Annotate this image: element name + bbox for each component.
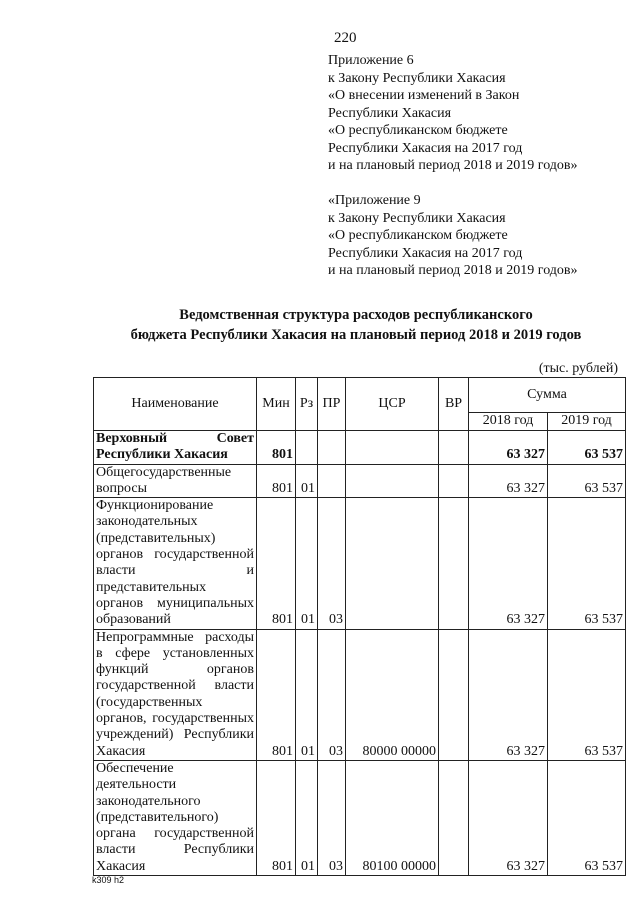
row-csr: 80000 00000 (346, 629, 439, 760)
row-vr (439, 760, 469, 875)
appendix-9-heading (328, 192, 578, 280)
row-sum-2019: 63 537 (548, 629, 626, 760)
row-min: 801 (257, 760, 296, 875)
appendix-6-heading (328, 52, 578, 175)
row-pr: 03 (318, 629, 346, 760)
appendix-line: и на плановый период 2018 и 2019 годов» (328, 263, 578, 278)
row-pr (318, 464, 346, 498)
row-name: Непрограммные расходы в сфере установленных функций органов государственной власти (государственных органов, государственных учреждений) Республики Хакасия (94, 629, 257, 760)
table-row (94, 760, 626, 875)
row-sum-2018: 63 327 (469, 464, 548, 498)
table-row (94, 464, 626, 498)
appendix-line: Республики Хакасия на 2017 год (328, 140, 523, 156)
column-header-pr: ПР (318, 378, 346, 431)
appendix-line: «О республиканском бюджете (328, 228, 508, 243)
appendix-line: «О внесении изменений в Закон (328, 88, 520, 103)
row-sum-2018: 63 327 (469, 498, 548, 629)
row-name: Обеспечение деятельности законодательного (представительного) органа государственной власти Республики Хакасия (94, 760, 257, 875)
row-min: 801 (257, 464, 296, 498)
document-title (95, 305, 617, 345)
row-min: 801 (257, 498, 296, 629)
appendix-line: к Закону Республики Хакасия (328, 70, 506, 86)
row-sum-2019: 63 537 (548, 498, 626, 629)
table-row (94, 629, 626, 760)
row-vr (439, 498, 469, 629)
row-min: 801 (257, 629, 296, 760)
units-label: (тыс. рублей) (538, 361, 618, 376)
column-header-2019: 2019 год (548, 413, 626, 431)
row-rz (296, 431, 318, 465)
appendix-line: «О республиканском бюджете (328, 123, 508, 138)
column-header-min: Мин (257, 378, 296, 431)
row-pr (318, 431, 346, 465)
appendix-line: Приложение 6 (328, 53, 414, 68)
row-csr (346, 498, 439, 629)
row-rz: 01 (296, 760, 318, 875)
title-line-2: бюджета Республики Хакасия на плановый период 2018 и 2019 годов (130, 327, 582, 343)
budget-table (93, 377, 626, 876)
appendix-line: Республики Хакасия (328, 105, 452, 121)
column-header-sum: Сумма (469, 378, 626, 413)
row-rz: 01 (296, 464, 318, 498)
row-csr (346, 431, 439, 465)
row-min: 801 (257, 431, 296, 465)
row-rz: 01 (296, 498, 318, 629)
table-row (94, 498, 626, 629)
row-csr: 80100 00000 (346, 760, 439, 875)
row-pr: 03 (318, 760, 346, 875)
appendix-line: и на плановый период 2018 и 2019 годов» (328, 158, 578, 173)
table-row (94, 431, 626, 465)
row-sum-2018: 63 327 (469, 629, 548, 760)
appendix-line: «Приложение 9 (328, 193, 421, 208)
appendix-line: к Закону Республики Хакасия (328, 210, 506, 226)
row-vr (439, 629, 469, 760)
column-header-vr: ВР (439, 378, 469, 431)
page-number: 220 (334, 30, 357, 46)
row-name: Общегосударственные вопросы (94, 464, 257, 498)
row-sum-2019: 63 537 (548, 431, 626, 465)
row-vr (439, 431, 469, 465)
column-header-rz: Рз (296, 378, 318, 431)
row-sum-2018: 63 327 (469, 760, 548, 875)
row-name: Верховный Совет Республики Хакасия (94, 431, 257, 465)
row-sum-2019: 63 537 (548, 760, 626, 875)
title-line-1: Ведомственная структура расходов республиканского (179, 307, 533, 323)
appendix-line: Республики Хакасия на 2017 год (328, 245, 523, 261)
column-header-2018: 2018 год (469, 413, 548, 431)
row-rz: 01 (296, 629, 318, 760)
row-name: Функционирование законодательных (представительных) органов государственной власти и представительных органов муниципальных образований (94, 498, 257, 629)
row-sum-2019: 63 537 (548, 464, 626, 498)
column-header-name: Наименование (94, 378, 257, 431)
row-csr (346, 464, 439, 498)
row-vr (439, 464, 469, 498)
footer-code: k309 h2 (92, 875, 125, 885)
column-header-csr: ЦСР (346, 378, 439, 431)
row-sum-2018: 63 327 (469, 431, 548, 465)
row-pr: 03 (318, 498, 346, 629)
